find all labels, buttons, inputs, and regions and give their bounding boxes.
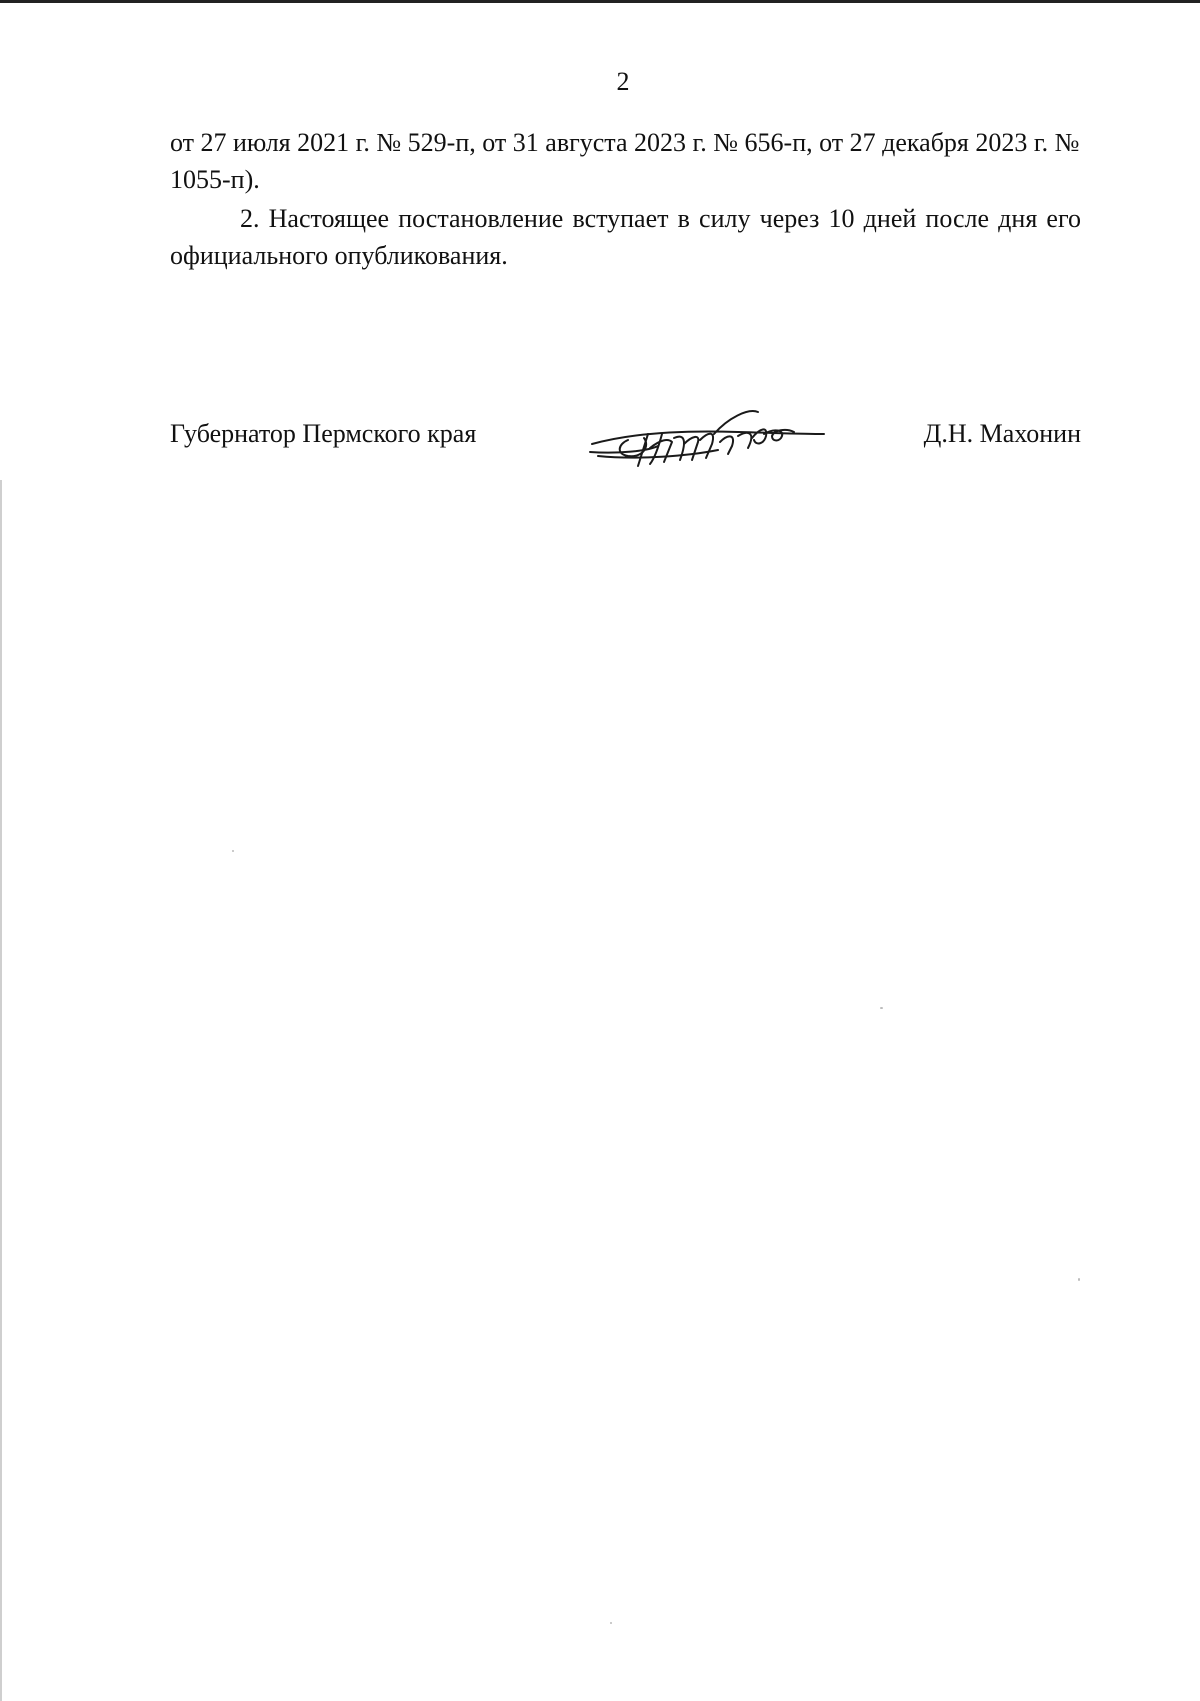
signatory-title: Губернатор Пермского края — [170, 419, 477, 448]
scan-speck — [232, 850, 234, 852]
scan-speck — [880, 1007, 883, 1009]
scan-speck — [1078, 1278, 1080, 1281]
paragraph-continuation: от 27 июля 2021 г. № 529-п, от 31 августа 2023 г. № 656-п, от 27 декабря 2023 г. № 1055-п). — [170, 128, 1080, 194]
signatory-name: Д.Н. Махонин — [923, 419, 1081, 448]
scan-top-edge — [0, 0, 1200, 3]
paragraph-2: 2. Настоящее постановление вступает в силу через 10 дней после дня его официального опубликования. — [170, 204, 1081, 270]
page-number: 2 — [616, 67, 630, 96]
handwritten-signature — [588, 404, 828, 476]
scan-left-edge — [0, 480, 2, 1701]
document-body — [170, 124, 1081, 274]
scan-speck — [610, 1622, 612, 1624]
